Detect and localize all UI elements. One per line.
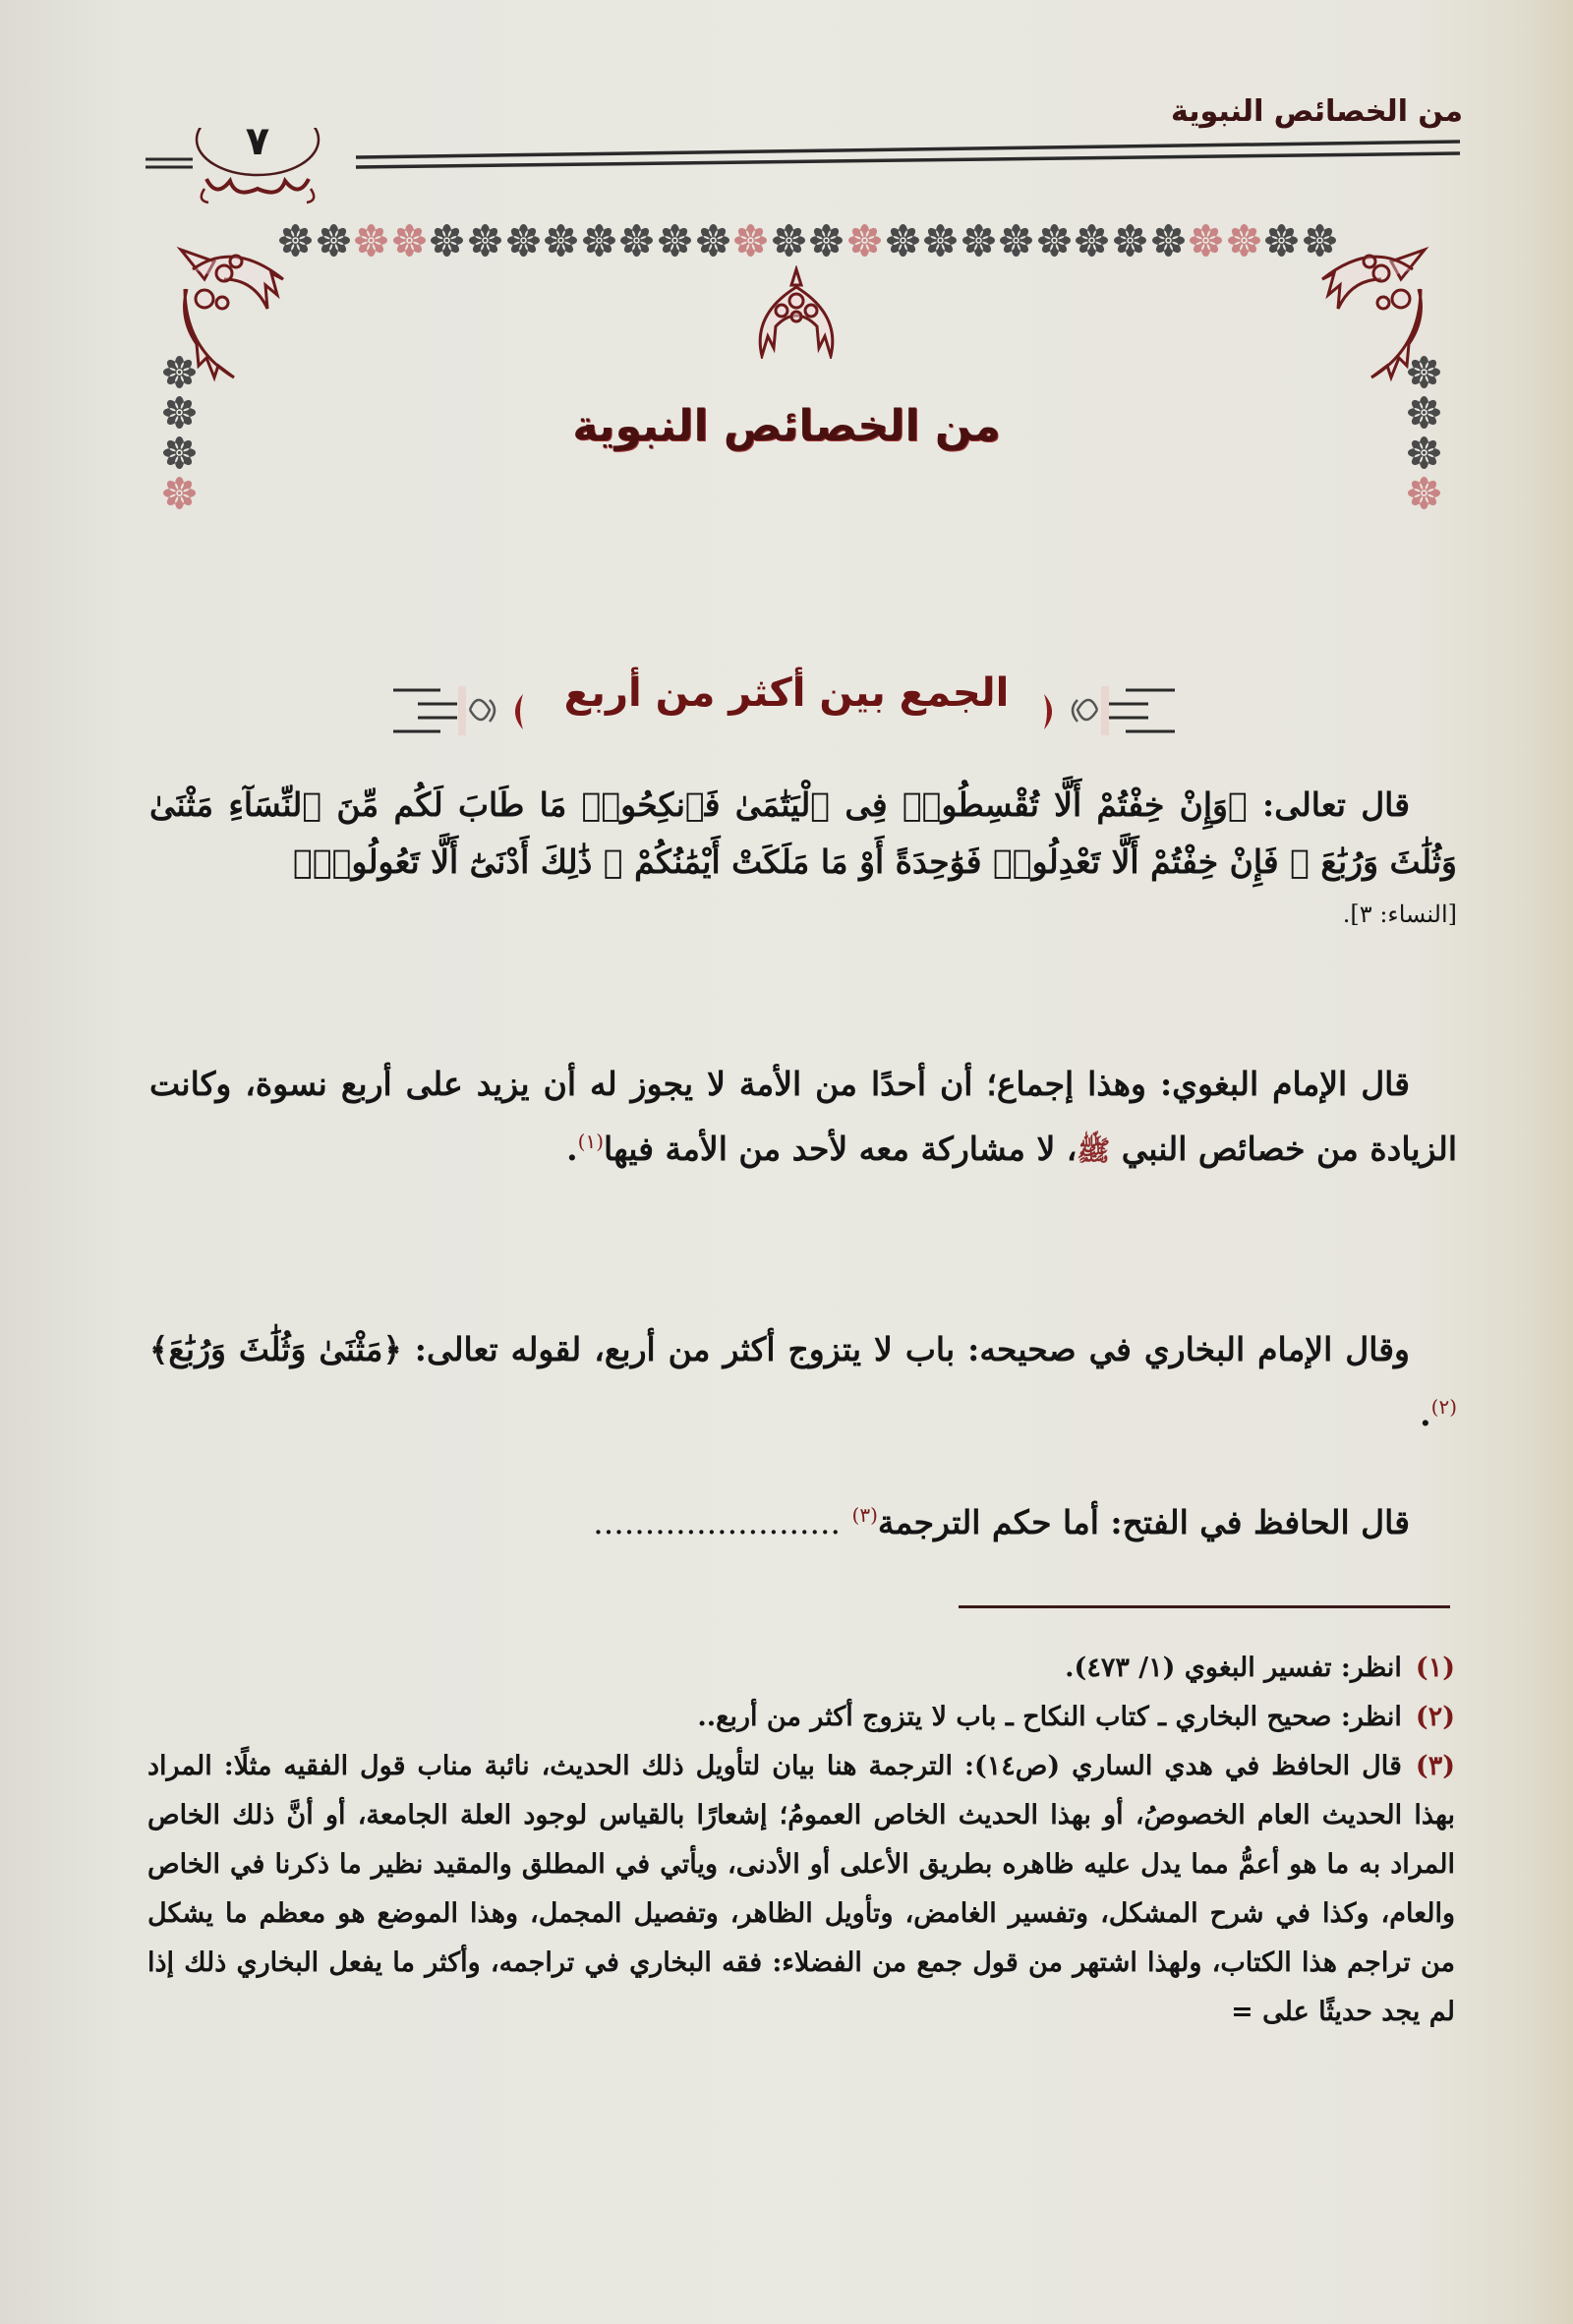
paragraph-hafiz: [149, 1494, 1457, 1551]
rosette-gray-icon: [507, 224, 540, 257]
rosette-gray-icon: [1000, 224, 1032, 257]
verse-intro: قال تعالى:: [1247, 785, 1410, 824]
footnote-ref-1[interactable]: (١): [577, 1130, 605, 1153]
rosette-gray-icon: [1265, 224, 1298, 257]
rosette-gray-icon: [431, 224, 463, 257]
rosette-gray-icon: [773, 224, 805, 257]
footnote-number: (٢): [1415, 1702, 1455, 1732]
continuation-dots: ........................: [593, 1503, 842, 1541]
footnote-text: قال الحافظ في هدي الساري (ص١٤): الترجمة هنا بيان لتأويل ذلك الحديث، نائبة مناب قول الفقيه مثلًا: المراد بهذا الحديث العام الخصوصُ، أو بهذا الحديث الخاص العمومُ؛ إشعارًا بالقياس لوجود العلة الجامعة، أو أنَّ ذلك الخاص المراد به ما هو أعمُّ مما يدل عليه ظاهره بطريق الأعلى أو الأدنى، ويأتي في المطلق والمقيد نظير ما ذكرنا في الخاص والعام، وكذا في شرح المشكل، وتفسير الغامض، وتأويل الظاهر، وتفصيل المجمل، وهذا الموضع هو معظم ما يشكل من تراجم هذا الكتاب، ولهذا اشتهر من قول جمع من الفضلاء: فقه البخاري في تراجمه، وأكثر ما يفعل البخاري ذلك إذا لم يجد حديثًا على =: [147, 1751, 1455, 2027]
rosette-pink-icon: [393, 224, 426, 257]
footnote-divider: [959, 1605, 1450, 1608]
rosette-border-top: [279, 224, 1336, 258]
rosette-pink-icon: [734, 224, 767, 257]
salla-honorific-icon: ﷺ: [1077, 1134, 1111, 1167]
rosette-gray-icon: [318, 224, 350, 257]
rosette-pink-icon: [1408, 477, 1440, 509]
footnote-number: (٣): [1415, 1751, 1455, 1781]
footnote-2: [147, 1693, 1455, 1742]
rosette-gray-icon: [659, 224, 691, 257]
chapter-title: من الخصائص النبوية: [572, 401, 1001, 451]
quran-verse-short: ﴿مَثْنَىٰ وَثُلَٰثَ وَرُبَٰعَ﴾: [149, 1330, 402, 1368]
verse-reference: [النساء: ٣].: [1342, 901, 1457, 928]
baghawi-text: قال الإمام البغوي: وهذا إجماع؛ أن أحدًا من الأمة لا يجوز له أن يزيد على أربع نسوة، وكانت الزيادة من خصائص النبي: [149, 1065, 1457, 1168]
paragraph-bukhari: [149, 1317, 1457, 1447]
footnotes: [147, 1644, 1455, 2037]
running-header-title: من الخصائص النبوية: [1171, 94, 1463, 129]
paragraph-baghawi: [149, 1052, 1457, 1184]
rosette-pink-icon: [163, 477, 196, 509]
rosette-gray-icon: [583, 224, 615, 257]
footnote-number: (١): [1415, 1653, 1455, 1683]
footnote-3: [147, 1742, 1455, 2037]
rosette-pink-icon: [1190, 224, 1222, 257]
footnote-ref-2[interactable]: (٢): [1430, 1395, 1457, 1419]
quran-verse: ﴿وَإِنْ خِفْتُمْ أَلَّا تُقْسِطُوا۟ فِى ٱلْيَتَٰمَىٰ فَٱنكِحُوا۟ مَا طَابَ لَكُم مِّنَ ٱلنِّسَآءِ مَثْنَىٰ وَثُلَٰثَ وَرُبَٰعَ ۖ فَإِنْ خِفْتُمْ أَلَّا تَعْدِلُوا۟ فَوَٰحِدَةً أَوْ مَا مَلَكَتْ أَيْمَٰنُكُمْ ۚ ذَٰلِكَ أَدْنَىٰٓ أَلَّا تَعُولُوا۟﴾: [149, 785, 1457, 881]
rosette-gray-icon: [469, 224, 501, 257]
rosette-gray-icon: [810, 224, 843, 257]
rosette-pink-icon: [848, 224, 881, 257]
footnote-text: انظر: صحيح البخاري ـ كتاب النكاح ـ باب لا يتزوج أكثر من أربع..: [697, 1702, 1402, 1732]
rosette-gray-icon: [887, 224, 919, 257]
corner-flourish-left-icon: [175, 240, 293, 387]
rosette-gray-icon: [620, 224, 653, 257]
rosette-gray-icon: [697, 224, 729, 257]
footnote-ref-3[interactable]: (٣): [851, 1503, 878, 1527]
rosette-pink-icon: [1228, 224, 1260, 257]
period: .: [566, 1130, 578, 1168]
footnote-text: انظر: تفسير البغوي (١/ ٤٧٣).: [1065, 1653, 1402, 1683]
rosette-gray-icon: [962, 224, 995, 257]
page-number: ٧: [245, 119, 270, 164]
rosette-gray-icon: [545, 224, 577, 257]
rosette-pink-icon: [355, 224, 387, 257]
rosette-gray-icon: [1114, 224, 1146, 257]
footnote-1: [147, 1644, 1455, 1693]
hafiz-text: قال الحافظ في الفتح: أما حكم الترجمة: [877, 1503, 1410, 1541]
baghawi-text-cont: ، لا مشاركة معه لأحد من الأمة فيها: [604, 1130, 1078, 1168]
rosette-gray-icon: [924, 224, 957, 257]
rosette-gray-icon: [1076, 224, 1108, 257]
paragraph-verse: [149, 777, 1457, 938]
bukhari-text: وقال الإمام البخاري في صحيحه: باب لا يتزوج أكثر من أربع، لقوله تعالى:: [401, 1330, 1410, 1368]
section-title: الجمع بين أكثر من أربع: [563, 670, 1010, 716]
rosette-gray-icon: [1038, 224, 1071, 257]
rosette-gray-icon: [1152, 224, 1185, 257]
period: .: [1420, 1395, 1431, 1433]
center-crown-ornament-icon: [742, 265, 850, 359]
corner-flourish-right-icon: [1312, 240, 1430, 387]
